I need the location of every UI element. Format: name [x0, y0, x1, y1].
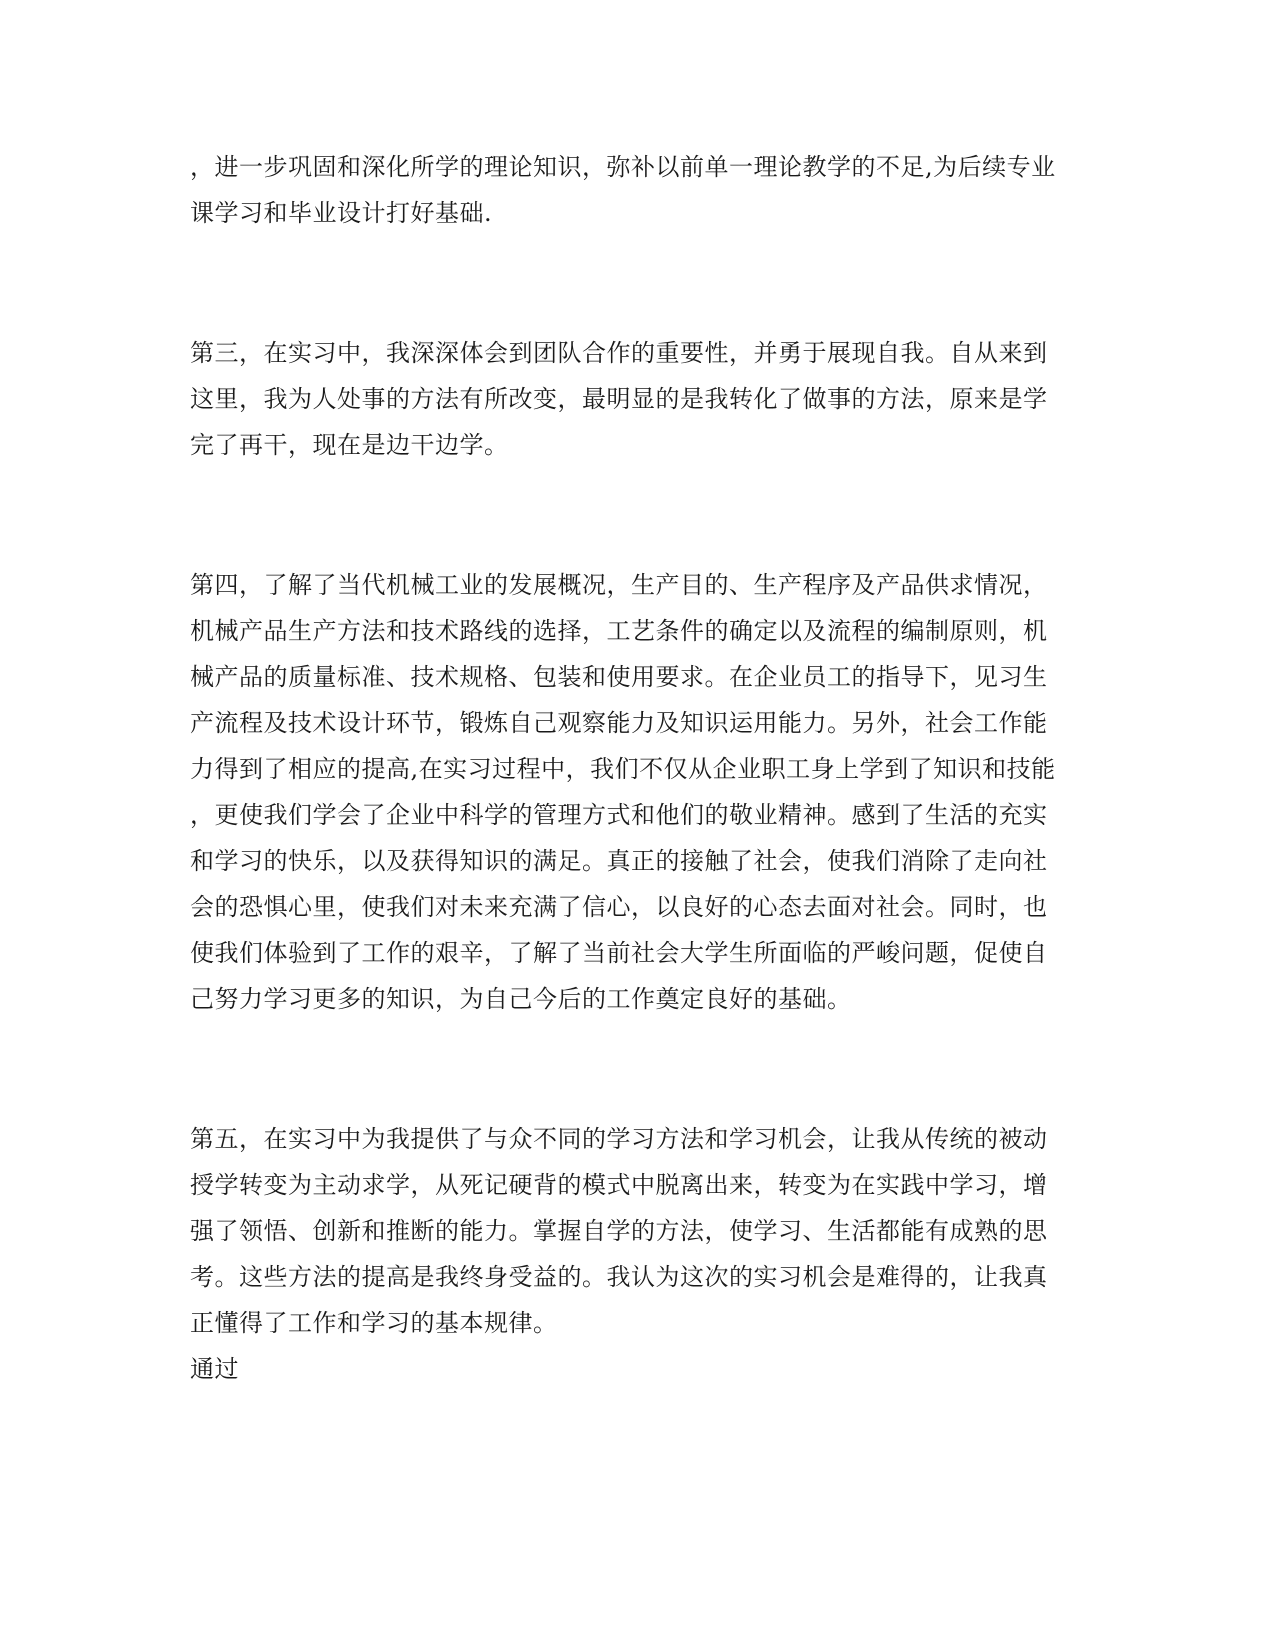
text-line: 第五，在实习中为我提供了与众不同的学习方法和学习机会，让我从传统的被动 — [190, 1125, 1048, 1153]
text-line: 第三，在实习中，我深深体会到团队合作的重要性，并勇于展现自我。自从来到 — [190, 339, 1048, 367]
text-line: 第四，了解了当代机械工业的发展概况，生产目的、生产程序及产品供求情况， — [190, 571, 1048, 599]
text-line: 这里，我为人处事的方法有所改变，最明显的是我转化了做事的方法，原来是学 — [190, 385, 1048, 413]
text-line: ，更使我们学会了企业中科学的管理方式和他们的敬业精神。感到了生活的充实 — [190, 801, 1048, 829]
text-line: 考。这些方法的提高是我终身受益的。我认为这次的实习机会是难得的，让我真 — [190, 1263, 1048, 1291]
text-line: 正懂得了工作和学习的基本规律。 — [190, 1309, 558, 1337]
text-line: 会的恐惧心里，使我们对未来充满了信心，以良好的心态去面对社会。同时，也 — [190, 893, 1048, 921]
text-line: 力得到了相应的提高,在实习过程中，我们不仅从企业职工身上学到了知识和技能 — [190, 755, 1056, 783]
text-line: 强了领悟、创新和推断的能力。掌握自学的方法，使学习、生活都能有成熟的思 — [190, 1217, 1048, 1245]
text-line: 使我们体验到了工作的艰辛，了解了当前社会大学生所面临的严峻问题，促使自 — [190, 939, 1048, 967]
text-line: 机械产品生产方法和技术路线的选择，工艺条件的确定以及流程的编制原则，机 — [190, 617, 1048, 645]
text-line: 授学转变为主动求学，从死记硬背的模式中脱离出来，转变为在实践中学习，增 — [190, 1171, 1048, 1199]
text-line: 产流程及技术设计环节，锻炼自己观察能力及知识运用能力。另外，社会工作能 — [190, 709, 1048, 737]
text-line: 完了再干，现在是边干边学。 — [190, 431, 509, 459]
text-line: 通过 — [190, 1355, 239, 1383]
text-line: ，进一步巩固和深化所学的理论知识，弥补以前单一理论教学的不足,为后续专业 — [190, 153, 1056, 181]
text-line: 己努力学习更多的知识，为自己今后的工作奠定良好的基础。 — [190, 985, 852, 1013]
text-line: 和学习的快乐，以及获得知识的满足。真正的接触了社会，使我们消除了走向社 — [190, 847, 1048, 875]
text-line: 械产品的质量标准、技术规格、包装和使用要求。在企业员工的指导下，见习生 — [190, 663, 1048, 691]
text-line: 课学习和毕业设计打好基础. — [190, 199, 493, 227]
